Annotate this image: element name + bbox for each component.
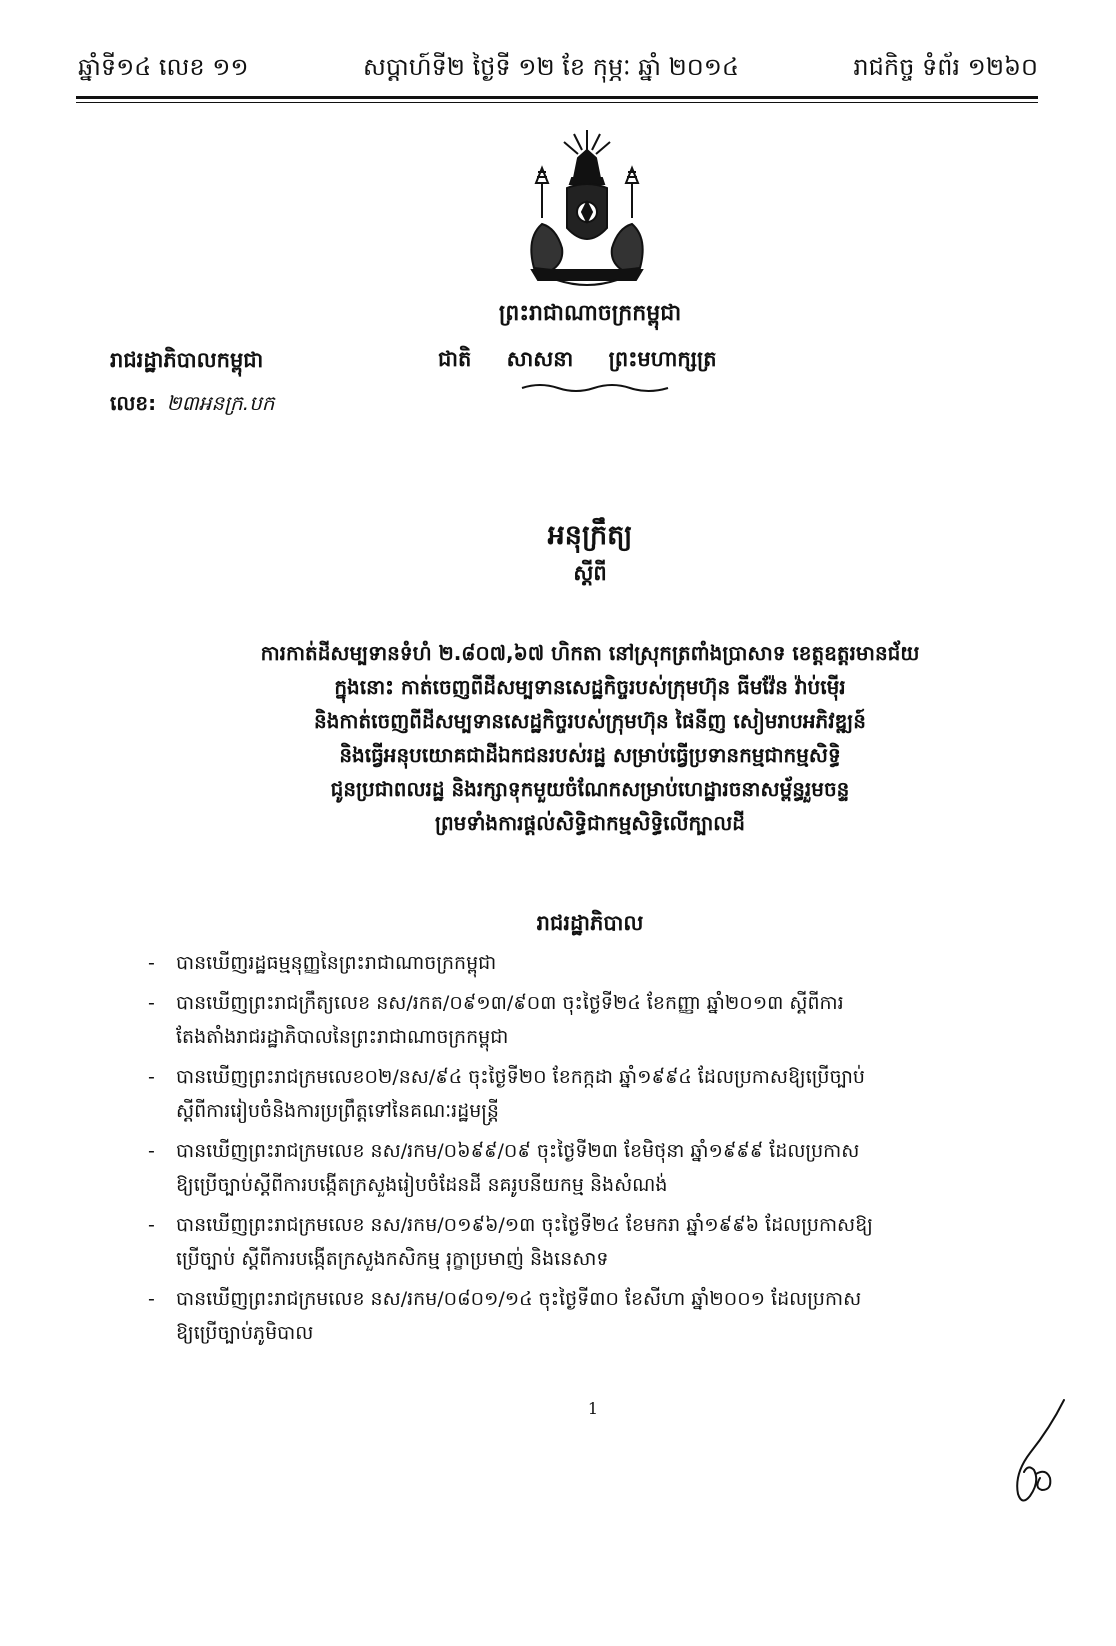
motto-religion: សាសនា bbox=[506, 347, 574, 371]
motto-king: ព្រះមហាក្សត្រ bbox=[608, 347, 717, 371]
subject-line: ជូនប្រជាពលរដ្ឋ និងរក្សាទុកមួយចំណែកសម្រាប់ហេដ្ឋារចនាសម្ព័ន្ធរួមចន្ទ bbox=[330, 777, 850, 801]
subject-line: និងកាត់ចេញពីដីសម្បទានសេដ្ឋកិច្ចរបស់ក្រុមហ៊ុន ផៃនីញ សៀមរាបអភិវឌ្ឍន៍ bbox=[314, 709, 866, 733]
kingdom-name: ព្រះរាជាណាចក្រកម្ពុជា bbox=[498, 301, 682, 326]
gazette-page: រាជកិច្ច ទំព័រ ១២៦០ bbox=[853, 53, 1038, 81]
document-reference bbox=[110, 388, 274, 418]
subject-line: និងធ្វើអនុបយោគជាដីឯកជនរបស់រដ្ឋ សម្រាប់ធ្វើប្រទានកម្មជាកម្មសិទ្ធិ bbox=[339, 743, 841, 767]
gazette-header bbox=[78, 50, 1038, 84]
subject-line: ក្នុងនោះ កាត់ចេញពីដីសម្បទានសេដ្ឋកិច្ចរបស់ក្រុមហ៊ុន ធីមវ៉ែន វ៉ាប់ម៉ើរ bbox=[334, 675, 846, 699]
list-item bbox=[142, 986, 1032, 1054]
recital-line: ឱ្យប្រើច្បាប់ស្ដីពីការបង្កើតក្រសួងរៀបចំដែនដី នគរូបនីយកម្ម និងសំណង់ bbox=[176, 1174, 668, 1196]
document-title: អនុក្រឹត្យ bbox=[547, 520, 633, 551]
subject-line: ការកាត់ដីសម្បទានទំហំ ២.៨០៧,៦៧ ហិកតា នៅស្រុកត្រពាំងប្រាសាទ ខេត្តឧត្ដរមានជ័យ bbox=[260, 641, 920, 665]
motto-nation: ជាតិ bbox=[438, 347, 472, 371]
bullet-dash: - bbox=[148, 1288, 155, 1310]
recital-line: បានឃើញព្រះរាជក្រមលេខ នស/រកម/០១៩៦/១៣ ចុះថ្ងៃទី២៤ ខែមករា ឆ្នាំ១៩៩៦ ដែលប្រកាសឱ្យ bbox=[176, 1214, 873, 1236]
page-number: 1 bbox=[587, 1399, 599, 1418]
recitals-list bbox=[142, 946, 1032, 1356]
bullet-dash: - bbox=[148, 1214, 155, 1236]
national-motto bbox=[438, 343, 745, 375]
gazette-issue: ឆ្នាំទី១៤ លេខ ១១ bbox=[78, 53, 249, 81]
recital-line: ស្ដីពីការរៀបចំនិងការប្រព្រឹត្តទៅនៃគណៈរដ្ឋមន្ត្រី bbox=[176, 1100, 499, 1122]
reference-number: ២៣អនក្រ.បក bbox=[166, 391, 275, 415]
section-heading: រាជរដ្ឋាភិបាល bbox=[536, 911, 644, 935]
document-subject bbox=[150, 636, 1030, 840]
recital-line: តែងតាំងរាជរដ្ឋាភិបាលនៃព្រះរាជាណាចក្រកម្ពុជា bbox=[176, 1026, 509, 1048]
reference-label: លេខ: bbox=[110, 391, 157, 415]
list-item bbox=[142, 1134, 1032, 1202]
recital-line: បានឃើញព្រះរាជក្រមលេខ នស/រកម/០៦៩៩/០៩ ចុះថ្ងៃទី២៣ ខែមិថុនា ឆ្នាំ១៩៩៩ ដែលប្រកាស bbox=[176, 1140, 860, 1162]
bullet-dash: - bbox=[148, 1140, 155, 1162]
bullet-dash: - bbox=[148, 1066, 155, 1088]
bullet-dash: - bbox=[148, 952, 155, 974]
list-item bbox=[142, 946, 1032, 980]
recital-line: បានឃើញព្រះរាជក្រមលេខ០២/នស/៩៤ ចុះថ្ងៃទី២០ ខែកក្កដា ឆ្នាំ១៩៩៤ ដែលប្រកាសឱ្យប្រើច្បាប់ bbox=[176, 1066, 865, 1088]
recital-line: ប្រើច្បាប់ ស្ដីពីការបង្កើតក្រសួងកសិកម្ម រុក្ខាប្រមាញ់ និងនេសាទ bbox=[176, 1248, 609, 1270]
recital-line: បានឃើញរដ្ឋធម្មនុញ្ញនៃព្រះរាជាណាចក្រកម្ពុជា bbox=[176, 952, 497, 974]
recital-line: បានឃើញព្រះរាជក្រមលេខ នស/រកម/០៨០១/១៤ ចុះថ្ងៃទី៣០ ខែសីហា ឆ្នាំ២០០១ ដែលប្រកាស bbox=[176, 1288, 862, 1310]
list-item bbox=[142, 1208, 1032, 1276]
header-rule-thin bbox=[76, 102, 1038, 103]
handwritten-initials-icon bbox=[1000, 1398, 1070, 1508]
list-item bbox=[142, 1060, 1032, 1128]
issuing-authority: រាជរដ្ឋាភិបាលកម្ពុជា bbox=[110, 348, 264, 372]
list-item bbox=[142, 1282, 1032, 1350]
subject-line: ព្រមទាំងការផ្ដល់សិទ្ធិជាកម្មសិទ្ធិលើក្បាលដី bbox=[435, 811, 745, 835]
document-about: ស្ដីពី bbox=[573, 561, 607, 585]
header-rule bbox=[76, 96, 1038, 99]
recital-line: បានឃើញព្រះរាជក្រឹត្យលេខ នស/រកត/០៩១៣/៩០៣ ចុះថ្ងៃទី២៤ ខែកញ្ញា ឆ្នាំ២០១៣ ស្ដីពីការ bbox=[176, 992, 844, 1014]
royal-coat-of-arms-icon bbox=[512, 128, 662, 288]
gazette-date: សប្ដាហ៍ទី២ ថ្ងៃទី ១២ ខែ កុម្ភៈ ឆ្នាំ ២០១៤ bbox=[362, 53, 739, 81]
ornament-divider-icon bbox=[520, 382, 670, 394]
recital-line: ឱ្យប្រើច្បាប់ភូមិបាល bbox=[176, 1322, 314, 1344]
bullet-dash: - bbox=[148, 992, 155, 1014]
